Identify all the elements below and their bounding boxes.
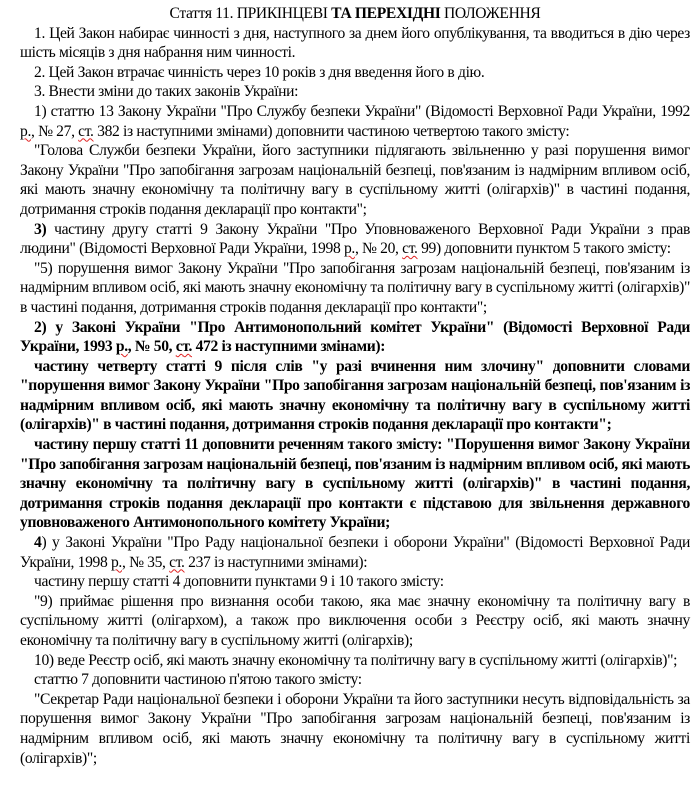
paragraph [0,259,690,318]
text-run: "5) порушення вимог Закону України "Про запобігання загрозам національній безпеці, пов'язаним із надмірним впливом осіб, які мають значну економічну та політичну вагу в суспільному житті (олігархів)" в частині подання, дотримання строків подання декларації про контакти"; [20,259,690,316]
text-run: "Голова Служби безпеки України, його заступники підлягають звільненню у разі порушення вимог Закону України "Про запобігання загрозам національній безпеці, пов'язаним із надмірним впливом осіб, які мають значну економічну та політичну вагу в суспільному житті (олігархів)" в частині подання, дотримання строків подання декларації про контакти"; [20,142,690,218]
text-run: 10) веде Реєстр осіб, які мають значну економічну та політичну вагу в суспільному житті (олігархів)"; [34,651,678,669]
text-run: 237 із наступними змінами): [184,553,368,571]
text-run: "9) приймає рішення про визнання особи такою, яка має значну економічну та політичну вагу в суспільному житті (олігархом), а також про виключення особи з Реєстру осіб, які мають значну економічну та політичну вагу в суспільному житті (олігархів); [20,592,690,649]
paragraph [0,572,690,592]
paragraph [0,592,690,651]
text-run: Стаття 11. ПРИКІНЦЕВІ [169,5,332,22]
paragraph [0,533,690,572]
text-run: , № 35, [121,553,170,571]
paragraph [0,24,690,63]
article-title [20,4,690,24]
paragraph [0,357,690,435]
spellcheck-flagged-word: ст. [402,240,418,258]
bold-text: частину першу статті 11 доповнити реченням такого змісту: "Порушення вимог Закону України "Про запобігання загрозам національній безпеці, пов'язаним із надмірним впливом осіб, які мають значну економічну та політичну вагу в суспільному житті (олігархів)" в частині подання, дотримання строків подання декларації про контакти є підставою для звільнення державного уповноваженого Антимонопольного комітету України; [20,436,690,532]
spellcheck-flagged-word: р. [115,338,128,356]
text-run: , № 20, [354,240,403,258]
text-run: , № 27, [31,122,79,140]
paragraph [0,82,690,102]
document-body[interactable] [20,24,690,769]
bold-text: 3) [34,220,47,238]
spellcheck-flagged-word: ст. [175,338,193,356]
text-run: 3. Внести зміни до таких законів України: [34,83,299,101]
bold-text: , № 50, [127,338,176,356]
text-run: частину першу статті 4 доповнити пунктами 9 і 10 такого змісту: [34,573,444,591]
paragraph [0,63,690,83]
bold-text: 4 [34,534,42,552]
paragraph [0,670,690,690]
text-run: ПОЛОЖЕННЯ [440,5,541,22]
spellcheck-flagged-word: ст. [78,122,94,140]
paragraph [0,102,690,141]
text-run: "Секретар Ради національної безпеки і оборони України та його заступники несуть відповідальність за порушення вимог Закону України "Про запобігання загрозам національній безпеці, пов'язаним із надмірним впливом осіб, які мають значну економічну та політичну вагу в суспільному житті (олігархів)"; [20,690,690,767]
paragraph [0,435,690,533]
spellcheck-flagged-word: р. [343,240,355,258]
bold-text: частину четверту статті 9 після слів "у разі вчинення ним злочину" доповнити словами "порушення вимог Закону України "Про запобігання загрозам національній безпеці, пов'язаним із надмірним впливом осіб, які мають значну економічну та політичну вагу в суспільному житті (олігархів)" в частині подання, дотримання строків подання декларації про контакти"; [20,357,690,434]
text-run: 1. Цей Закон набирає чинності з дня, наступного за днем його опублікування, та вводиться в дію через шість місяців з дня набрання ним чинності. [20,24,690,62]
text-run: 99) доповнити пунктом 5 такого змісту: [417,240,671,258]
paragraph [0,318,690,357]
text-run: 1) статтю 13 Закону України "Про Службу безпеки України" (Відомості Верховної Ради України, 1992 [34,102,690,120]
spellcheck-flagged-word: р. [110,553,122,571]
bold-text: 2) у Законі України "Про Антимонопольний комітет України" (Відомості Верховної Ради України, 1993 [20,318,690,356]
paragraph [0,651,690,671]
text-run: 2. Цей Закон втрачає чинність через 10 років з дня введення його в дію. [34,63,485,81]
spellcheck-flagged-word: р. [20,122,31,140]
bold-text: 472 із наступними змінами): [192,338,386,356]
text-run: 382 із наступними змінами) доповнити частиною четвертою такого змісту: [93,122,570,140]
text-run: статтю 7 доповнити частиною п'ятою такого змісту: [34,671,362,689]
paragraph [0,141,690,219]
spellcheck-flagged-word: ст. [169,553,185,571]
bold-text: ТА ПЕРЕХІДНІ [331,5,441,22]
text-run: ) у Законі України "Про Раду національної безпеки і оборони України" (Відомості Верховної Ради України, 1998 [20,534,690,571]
paragraph [0,220,690,259]
text-run: частину другу статті 9 Закону України "Про Уповноваженого Верховної Ради України з прав людини" (Відомості Верховної Ради України, 1998 [20,220,690,258]
paragraph [0,690,690,768]
